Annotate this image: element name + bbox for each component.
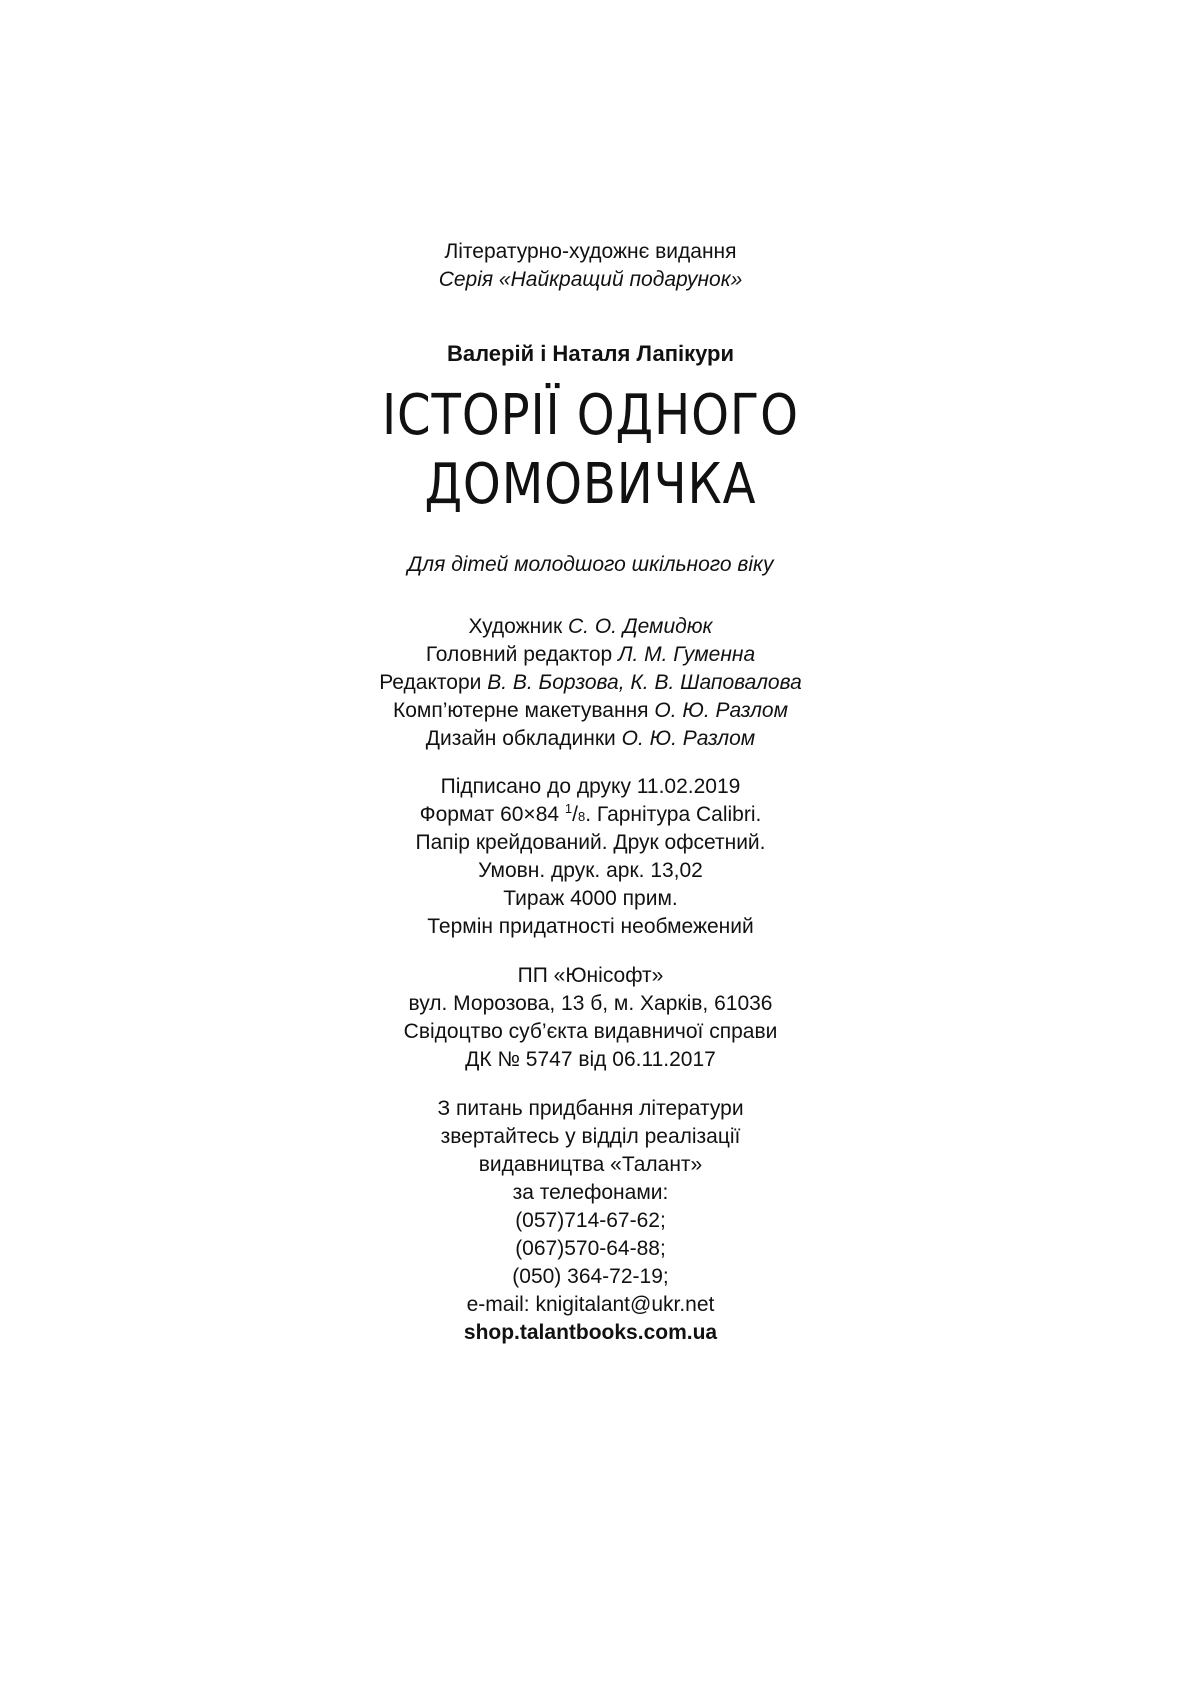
format-fraction-numerator: 1	[564, 801, 573, 816]
print-sheets: Умовн. друк. арк. 13,02	[478, 859, 703, 882]
target-audience: Для дітей молодшого шкільного віку	[407, 553, 774, 576]
format-fraction-slash: /	[572, 803, 578, 826]
credit-role: Редактори	[379, 671, 482, 694]
contacts-line-2: звертайтесь у відділ реалізації	[440, 1125, 741, 1148]
credit-chief-editor	[0, 641, 1181, 669]
credit-cover-design	[0, 725, 1181, 753]
contacts-line-1: З питань придбання літератури	[437, 1097, 744, 1120]
phone-number: (050) 364-72-19;	[512, 1265, 669, 1288]
format-prefix: Формат 60×84	[419, 803, 565, 826]
credit-person: О. Ю. Разлом	[654, 699, 788, 722]
series-name: Серія «Найкращий подарунок»	[438, 268, 743, 291]
credit-person: Л. М. Гуменна	[618, 643, 756, 666]
credit-role: Головний редактор	[425, 643, 613, 666]
credit-person: О. Ю. Разлом	[621, 727, 756, 750]
format-suffix: . Гарнітура Calibri.	[585, 803, 762, 826]
credit-role: Комп’ютерне макетування	[392, 699, 649, 722]
book-title-line-2: ДОМОВИЧКА	[424, 452, 757, 517]
print-circulation: Тираж 4000 прим.	[503, 887, 678, 910]
phone-number: (067)570-64-88;	[515, 1237, 666, 1260]
credit-role: Художник	[468, 615, 563, 638]
book-title-line-1: ІСТОРІЇ ОДНОГО	[381, 383, 799, 448]
credit-layout	[0, 697, 1181, 725]
print-signed-date: Підписано до друку 11.02.2019	[440, 775, 741, 798]
credit-person: С. О. Демидюк	[567, 615, 713, 638]
credit-role: Дизайн обкладинки	[425, 727, 616, 750]
contacts-line-4: за телефонами:	[512, 1181, 669, 1204]
print-expiry: Термін придатності необмежений	[427, 915, 754, 938]
print-format	[0, 801, 1181, 829]
credit-editors	[0, 669, 1181, 697]
format-fraction-denominator: 8	[577, 809, 586, 824]
publisher-certificate-number: ДК № 5747 від 06.11.2017	[465, 1048, 716, 1071]
publisher-address: вул. Морозова, 13 б, м. Харків, 61036	[408, 992, 773, 1015]
credit-person: В. В. Борзова, К. В. Шаповалова	[487, 671, 802, 694]
contacts-line-3: видавництва «Талант»	[478, 1153, 703, 1176]
edition-type: Літературно-художнє видання	[444, 240, 737, 263]
print-paper: Папір крейдований. Друк офсетний.	[415, 831, 766, 854]
website-link: shop.talantbooks.com.ua	[463, 1321, 718, 1344]
credit-illustrator	[0, 613, 1181, 641]
book-author: Валерій і Наталя Лапікури	[446, 341, 735, 366]
phone-number: (057)714-67-62;	[515, 1209, 666, 1232]
publisher-certificate: Свідоцтво суб’єкта видавничої справи	[403, 1020, 778, 1043]
publisher-name: ПП «Юнісофт»	[517, 964, 664, 987]
contact-email: e-mail: knigitalant@ukr.net	[466, 1293, 715, 1316]
